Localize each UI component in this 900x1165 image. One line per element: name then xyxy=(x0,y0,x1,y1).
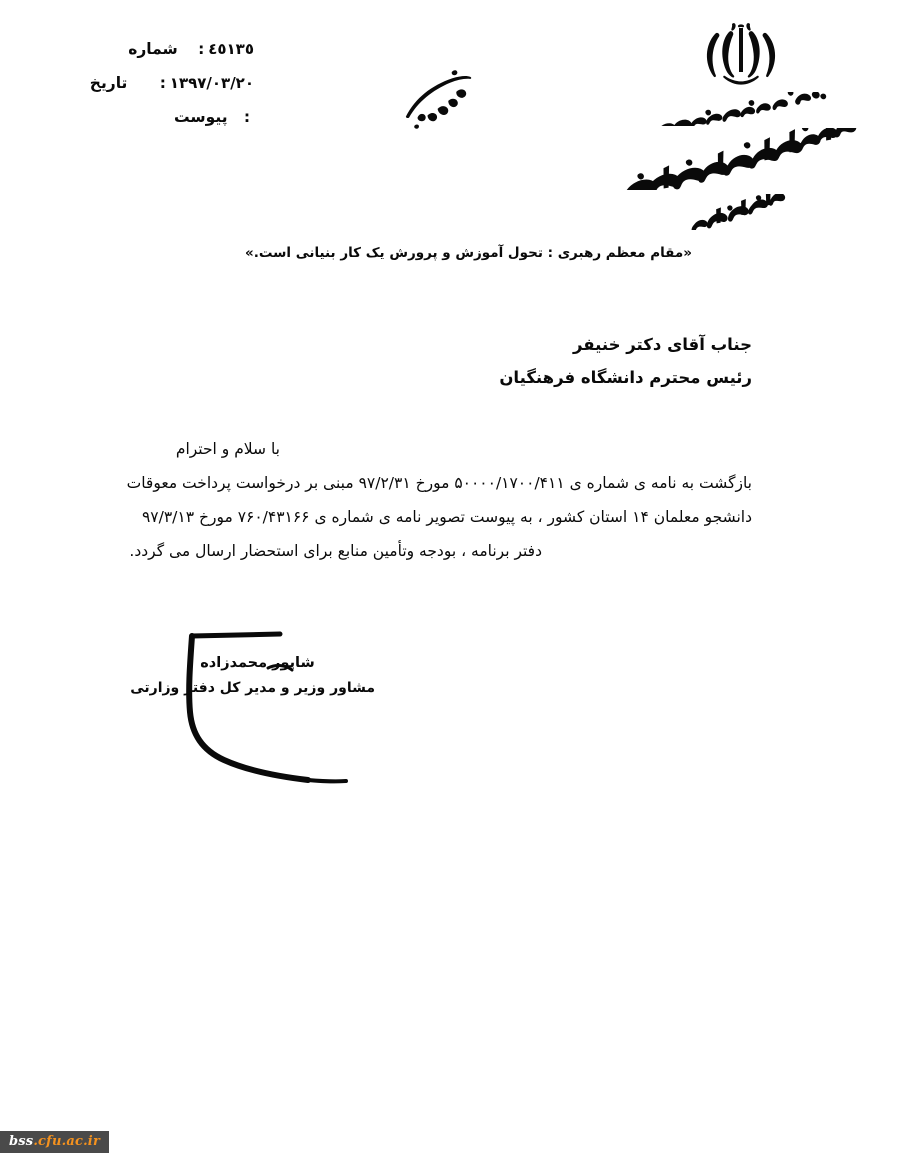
meta-colon: : xyxy=(198,40,205,58)
letter-number-label: شماره xyxy=(128,40,178,58)
leader-quote xyxy=(0,245,845,261)
meta-colon: : xyxy=(243,108,251,126)
meta-colon: : xyxy=(159,74,166,92)
basmala-calligraphy xyxy=(392,58,484,142)
letterhead-office-name xyxy=(685,194,797,230)
leader-quote-text: «مقام معظم رهبری : تحول آموزش و پرورش یک کار بنیانی است.» xyxy=(245,245,692,261)
letter-date-value: ١٣٩٧/٠٣/٢٠ xyxy=(169,74,254,92)
meta-row-number xyxy=(80,40,260,74)
letter-body xyxy=(126,432,752,568)
letter-attachment-label: پیوست xyxy=(174,108,228,126)
letterhead-country-name xyxy=(646,92,836,126)
meta-row-attachment xyxy=(80,108,260,142)
letterhead xyxy=(600,16,882,236)
watermark-prefix: bss xyxy=(9,1134,34,1149)
meta-row-date xyxy=(80,74,260,108)
body-line-1: بازگشت به نامه ی شماره ی ۵۰۰۰۰/۱۷۰۰/۴۱۱ مورخ ۹۷/۲/۳۱ مبنی بر درخواست پرداخت معوقات xyxy=(126,474,752,492)
letter-meta-block xyxy=(80,40,260,142)
letter-date-label: تاریخ xyxy=(89,74,128,92)
site-watermark-badge xyxy=(0,1131,109,1153)
body-line-3: دفتر برنامه ، بودجه وتأمین منابع برای استحضار ارسال می گردد. xyxy=(129,542,542,560)
letterhead-ministry-name xyxy=(607,128,875,190)
iran-emblem-icon xyxy=(699,20,783,86)
body-line-2: دانشجو معلمان ۱۴ استان کشور ، به پیوست تصویر نامه ی شماره ی ۷۶۰/۴۳۱۶۶ مورخ ۹۷/۳/۱۳ xyxy=(141,508,752,526)
letter-number-value: ٤٥١٣٥ xyxy=(208,40,254,58)
signer-title: مشاور وزیر و مدیر کل دفتر وزارتی xyxy=(130,680,375,696)
addressee-block xyxy=(499,328,752,394)
addressee-name: جناب آقای دکتر خنیفر xyxy=(573,335,752,354)
addressee-title: رئیس محترم دانشگاه فرهنگیان xyxy=(499,368,752,387)
signature-names xyxy=(130,651,375,701)
watermark-suffix: .cfu.ac.ir xyxy=(33,1134,100,1149)
signer-name: شاپور محمدزاده xyxy=(200,655,315,671)
signature-block xyxy=(130,624,375,799)
body-greeting: با سلام و احترام xyxy=(175,440,280,458)
